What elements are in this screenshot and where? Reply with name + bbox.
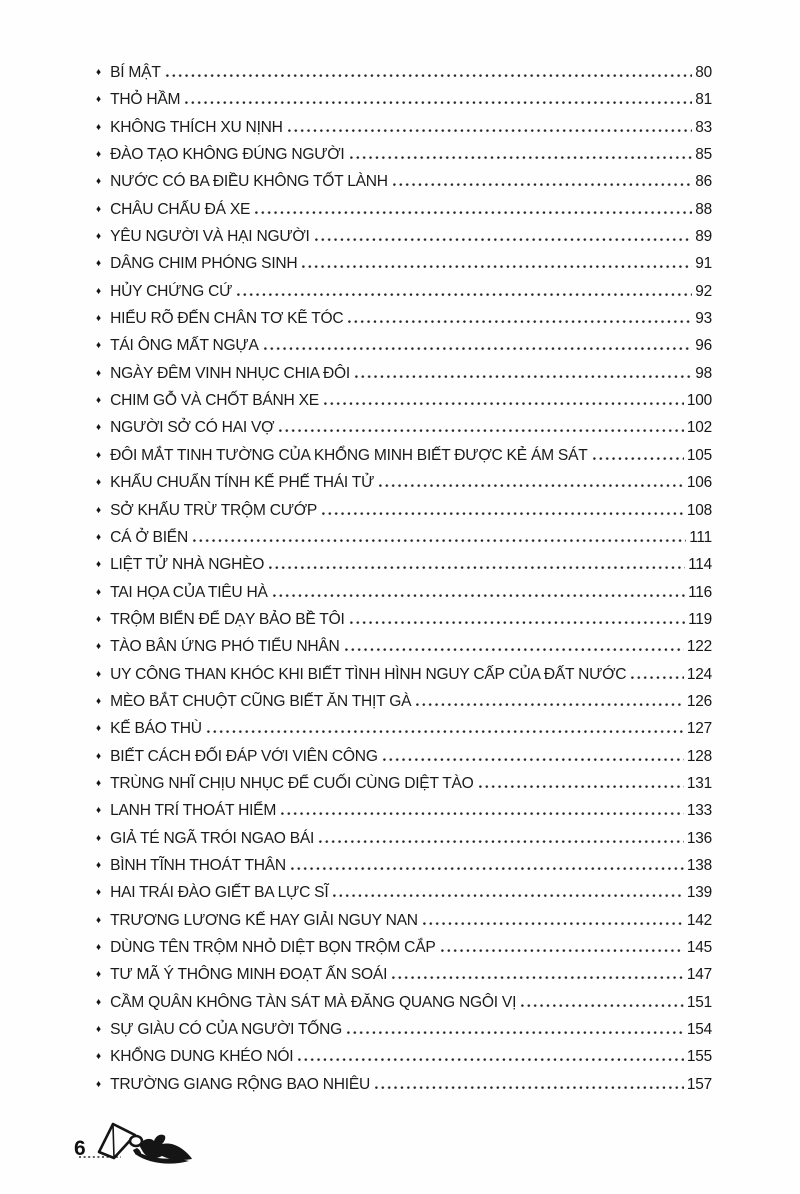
toc-entry-title: SỰ GIÀU CÓ CỦA NGƯỜI TỐNG xyxy=(110,1021,342,1039)
diamond-bullet-icon: ♦ xyxy=(96,613,102,625)
dot-leader xyxy=(319,840,684,843)
toc-entry-page: 142 xyxy=(686,911,712,929)
toc-entry-title: UY CÔNG THAN KHÓC KHI BIẾT TÌNH HÌNH NGUY CẤP CỦA ĐẤT NƯỚC xyxy=(110,665,627,683)
toc-entry-title: TÁI ÔNG MẤT NGỰA xyxy=(110,337,259,355)
toc-entry xyxy=(96,1016,712,1043)
dot-leader xyxy=(423,922,684,925)
diamond-bullet-icon: ♦ xyxy=(96,914,102,926)
toc-entry xyxy=(96,469,712,496)
toc-entry-page: 147 xyxy=(686,966,712,984)
toc-entry-page: 116 xyxy=(688,583,712,601)
toc-entry-page: 151 xyxy=(686,993,712,1011)
toc-entry-title: ĐÔI MẮT TINH TƯỜNG CỦA KHỔNG MINH BIẾT ĐƯỢC KẺ ÁM SÁT xyxy=(110,446,588,464)
diamond-bullet-icon: ♦ xyxy=(96,668,102,680)
toc-entry-title: DÙNG TÊN TRỘM NHỎ DIỆT BỌN TRỘM CẮP xyxy=(110,939,436,956)
toc-entry xyxy=(96,606,712,633)
toc-entry-title: TƯ MÃ Ý THÔNG MINH ĐOẠT ẤN SOÁI xyxy=(110,966,388,984)
ink-bird-sketch-icon xyxy=(77,1114,197,1166)
toc-entry xyxy=(96,59,712,86)
toc-entry-title: MÈO BẮT CHUỘT CŨNG BIẾT ĂN THỊT GÀ xyxy=(110,692,412,710)
diamond-bullet-icon: ♦ xyxy=(96,1024,102,1036)
toc-entry xyxy=(96,579,712,606)
toc-entry-page: 80 xyxy=(695,64,712,81)
toc-entry-title: HIỂU RÕ ĐẾN CHÂN TƠ KẼ TÓC xyxy=(110,310,344,328)
diamond-bullet-icon: ♦ xyxy=(96,1051,102,1063)
toc-entry-page: 157 xyxy=(686,1075,712,1093)
page-footer xyxy=(74,1114,197,1166)
dot-leader xyxy=(350,621,686,624)
diamond-bullet-icon: ♦ xyxy=(96,887,102,899)
toc-entry xyxy=(96,551,712,578)
diamond-bullet-icon: ♦ xyxy=(96,121,102,133)
diamond-bullet-icon: ♦ xyxy=(96,504,102,516)
toc-entry xyxy=(96,168,712,195)
dot-leader xyxy=(193,539,686,542)
toc-entry-page: 138 xyxy=(686,856,712,874)
diamond-bullet-icon: ♦ xyxy=(96,422,102,434)
toc-entry xyxy=(96,86,712,113)
toc-entry xyxy=(96,688,712,715)
toc-entry-title: ĐÀO TẠO KHÔNG ĐÚNG NGƯỜI xyxy=(110,146,345,164)
dot-leader xyxy=(355,375,692,378)
diamond-bullet-icon: ♦ xyxy=(96,313,102,325)
diamond-bullet-icon: ♦ xyxy=(96,559,102,571)
dot-leader xyxy=(521,1004,684,1007)
diamond-bullet-icon: ♦ xyxy=(96,1078,102,1090)
toc-entry xyxy=(96,278,712,305)
toc-entry xyxy=(96,743,712,770)
toc-entry-page: 133 xyxy=(686,802,712,820)
toc-entry xyxy=(96,442,712,469)
toc-entry-title: HAI TRÁI ĐÀO GIẾT BA LỰC SĨ xyxy=(110,884,329,902)
dot-leader xyxy=(392,976,684,979)
dot-leader xyxy=(416,703,684,706)
diamond-bullet-icon: ♦ xyxy=(96,859,102,871)
diamond-bullet-icon: ♦ xyxy=(96,586,102,598)
toc-entry-title: THỎ HẦM xyxy=(110,91,181,109)
diamond-bullet-icon: ♦ xyxy=(96,149,102,161)
toc-entry-title: KHÔNG THÍCH XU NỊNH xyxy=(110,118,283,136)
toc-entry-title: CÁ Ở BIỂN xyxy=(110,528,188,546)
toc-entry-title: TÀO BÂN ỨNG PHÓ TIỂU NHÂN xyxy=(110,638,340,656)
dot-leader xyxy=(479,785,684,788)
toc-entry xyxy=(96,989,712,1016)
toc-entry-title: KHẤU CHUẨN TÍNH KẾ PHẾ THÁI TỬ xyxy=(110,474,375,492)
dot-leader xyxy=(302,265,692,268)
toc-entry-page: 111 xyxy=(689,528,712,546)
diamond-bullet-icon: ♦ xyxy=(96,395,102,407)
toc-entry xyxy=(96,1043,712,1070)
toc-entry-page: 154 xyxy=(686,1021,712,1039)
toc-entry-page: 127 xyxy=(686,720,712,738)
toc-entry-title: YÊU NGƯỜI VÀ HẠI NGƯỜI xyxy=(110,228,310,246)
toc-entry xyxy=(96,387,712,414)
dot-leader xyxy=(375,1086,684,1089)
diamond-bullet-icon: ♦ xyxy=(96,176,102,188)
diamond-bullet-icon: ♦ xyxy=(96,340,102,352)
dot-leader xyxy=(281,812,684,815)
toc-entry-page: 122 xyxy=(686,638,712,656)
page-number: 6 xyxy=(74,1137,86,1160)
toc-entry-page: 139 xyxy=(686,884,712,902)
toc-entry-page: 91 xyxy=(695,255,712,273)
toc-entry-title: GIẢ TÉ NGÃ TRÓI NGAO BÁI xyxy=(110,829,315,847)
toc-entry-page: 93 xyxy=(695,310,712,328)
toc-entry-page: 86 xyxy=(695,173,712,191)
toc-entry-page: 155 xyxy=(686,1048,712,1066)
toc-entry-title: SỞ KHẤU TRỪ TRỘM CƯỚP xyxy=(110,501,318,519)
dot-leader xyxy=(291,867,684,870)
toc-entry xyxy=(96,141,712,168)
toc-entry-title: DÂNG CHIM PHÓNG SINH xyxy=(110,255,298,273)
diamond-bullet-icon: ♦ xyxy=(96,805,102,817)
toc-entry-page: 114 xyxy=(688,556,712,574)
dot-leader xyxy=(441,949,684,952)
dot-leader xyxy=(207,730,684,733)
dot-leader xyxy=(593,457,684,460)
toc-entry xyxy=(96,360,712,387)
toc-entry xyxy=(96,879,712,906)
dot-leader xyxy=(166,74,693,77)
dot-leader xyxy=(273,594,685,597)
toc-entry-page: 108 xyxy=(686,501,712,519)
toc-entry xyxy=(96,797,712,824)
diamond-bullet-icon: ♦ xyxy=(96,67,102,78)
toc-entry-title: TRỘM BIỂN ĐỂ DẠY BẢO BỀ TÔI xyxy=(110,610,345,628)
dot-leader xyxy=(324,402,684,405)
dot-leader xyxy=(298,1058,684,1061)
dot-leader xyxy=(350,156,693,159)
diamond-bullet-icon: ♦ xyxy=(96,477,102,489)
toc-entry-title: TAI HỌA CỦA TIÊU HÀ xyxy=(110,583,268,601)
toc-entry-title: LIỆT TỬ NHÀ NGHÈO xyxy=(110,556,265,574)
dot-leader xyxy=(315,238,693,241)
diamond-bullet-icon: ♦ xyxy=(96,258,102,270)
dot-leader xyxy=(333,894,683,897)
dot-leader xyxy=(393,183,692,186)
toc-entry-title: CẦM QUÂN KHÔNG TÀN SÁT MÀ ĐĂNG QUANG NGÔI VỊ xyxy=(110,993,517,1011)
dot-leader xyxy=(348,320,692,323)
toc-entry-page: 85 xyxy=(695,146,712,164)
toc-entry-title: NƯỚC CÓ BA ĐIỀU KHÔNG TỐT LÀNH xyxy=(110,173,388,191)
toc-entry xyxy=(96,497,712,524)
toc-entry-title: TRÙNG NHĨ CHỊU NHỤC ĐỂ CUỐI CÙNG DIỆT TÀO xyxy=(110,774,474,792)
diamond-bullet-icon: ♦ xyxy=(96,942,102,953)
dot-leader xyxy=(347,1031,684,1034)
dot-leader xyxy=(379,484,684,487)
toc-entry-page: 126 xyxy=(686,692,712,710)
toc-entry xyxy=(96,524,712,551)
toc-entry xyxy=(96,825,712,852)
toc-entry-page: 88 xyxy=(695,200,712,218)
diamond-bullet-icon: ♦ xyxy=(96,750,102,762)
toc-entry-title: BIẾT CÁCH ĐỐI ĐÁP VỚI VIÊN CÔNG xyxy=(110,747,378,765)
diamond-bullet-icon: ♦ xyxy=(96,94,102,106)
diamond-bullet-icon: ♦ xyxy=(96,641,102,653)
dot-leader xyxy=(264,347,693,350)
toc-entry xyxy=(96,250,712,277)
toc-entry-page: 81 xyxy=(695,91,712,109)
dot-leader xyxy=(279,429,684,432)
dot-leader xyxy=(185,101,692,104)
toc-entry-page: 145 xyxy=(686,939,712,956)
toc-entry-title: HỦY CHỨNG CỨ xyxy=(110,282,233,300)
toc-entry xyxy=(96,715,712,742)
toc-entry-page: 83 xyxy=(695,118,712,136)
toc-entry xyxy=(96,633,712,660)
toc-entry-title: KHỔNG DUNG KHÉO NÓI xyxy=(110,1048,294,1066)
diamond-bullet-icon: ♦ xyxy=(96,695,102,707)
dot-leader xyxy=(345,648,684,651)
diamond-bullet-icon: ♦ xyxy=(96,969,102,981)
dot-leader xyxy=(269,566,685,569)
toc-entry xyxy=(96,852,712,879)
toc-entry-title: CHIM GỖ VÀ CHỐT BÁNH XE xyxy=(110,392,319,410)
toc-entry xyxy=(96,332,712,359)
toc-entry-title: BÍ MẬT xyxy=(110,64,161,81)
toc-entry-page: 124 xyxy=(686,665,712,683)
toc-entry xyxy=(96,114,712,141)
toc-entry-title: KẾ BÁO THÙ xyxy=(110,720,202,738)
diamond-bullet-icon: ♦ xyxy=(96,832,102,844)
toc-entry-page: 92 xyxy=(695,282,712,300)
toc-entry-title: LANH TRÍ THOÁT HIỂM xyxy=(110,802,277,820)
diamond-bullet-icon: ♦ xyxy=(96,231,102,243)
toc-entry xyxy=(96,196,712,223)
toc-list xyxy=(96,59,712,1098)
toc-entry-page: 131 xyxy=(686,774,712,792)
diamond-bullet-icon: ♦ xyxy=(96,367,102,379)
diamond-bullet-icon: ♦ xyxy=(96,285,102,297)
dot-leader xyxy=(631,676,684,679)
toc-entry-page: 98 xyxy=(695,364,712,382)
dot-leader xyxy=(322,512,684,515)
toc-entry-page: 128 xyxy=(686,747,712,765)
toc-entry xyxy=(96,223,712,250)
toc-entry xyxy=(96,661,712,688)
dot-leader xyxy=(255,211,692,214)
diamond-bullet-icon: ♦ xyxy=(96,996,102,1008)
toc-entry-page: 89 xyxy=(695,228,712,246)
toc-entry-page: 136 xyxy=(686,829,712,847)
diamond-bullet-icon: ♦ xyxy=(96,777,102,789)
toc-entry xyxy=(96,961,712,988)
diamond-bullet-icon: ♦ xyxy=(96,203,102,215)
toc-entry-title: BÌNH TĨNH THOÁT THÂN xyxy=(110,856,286,874)
toc-entry-title: CHÂU CHẤU ĐÁ XE xyxy=(110,200,251,218)
dot-leader xyxy=(288,129,693,132)
toc-entry xyxy=(96,305,712,332)
toc-entry-page: 96 xyxy=(695,337,712,355)
toc-entry-title: TRƯƠNG LƯƠNG KẾ HAY GIẢI NGUY NAN xyxy=(110,911,418,929)
toc-entry xyxy=(96,414,712,441)
diamond-bullet-icon: ♦ xyxy=(96,531,102,543)
toc-entry xyxy=(96,770,712,797)
toc-entry-title: NGÀY ĐÊM VINH NHỤC CHIA ĐÔI xyxy=(110,364,351,382)
toc-entry-page: 105 xyxy=(686,446,712,464)
diamond-bullet-icon: ♦ xyxy=(96,723,102,735)
toc-entry-title: TRƯỜNG GIANG RỘNG BAO NHIÊU xyxy=(110,1075,371,1093)
toc-entry-page: 106 xyxy=(686,474,712,492)
dot-leader xyxy=(237,293,692,296)
toc-entry-page: 102 xyxy=(686,419,712,437)
toc-entry xyxy=(96,1071,712,1098)
dot-leader xyxy=(383,758,684,761)
toc-entry-title: NGƯỜI SỞ CÓ HAI VỢ xyxy=(110,419,275,437)
toc-entry-page: 119 xyxy=(688,610,712,628)
toc-entry xyxy=(96,934,712,961)
diamond-bullet-icon: ♦ xyxy=(96,449,102,461)
toc-entry xyxy=(96,907,712,934)
toc-entry-page: 100 xyxy=(686,392,712,410)
